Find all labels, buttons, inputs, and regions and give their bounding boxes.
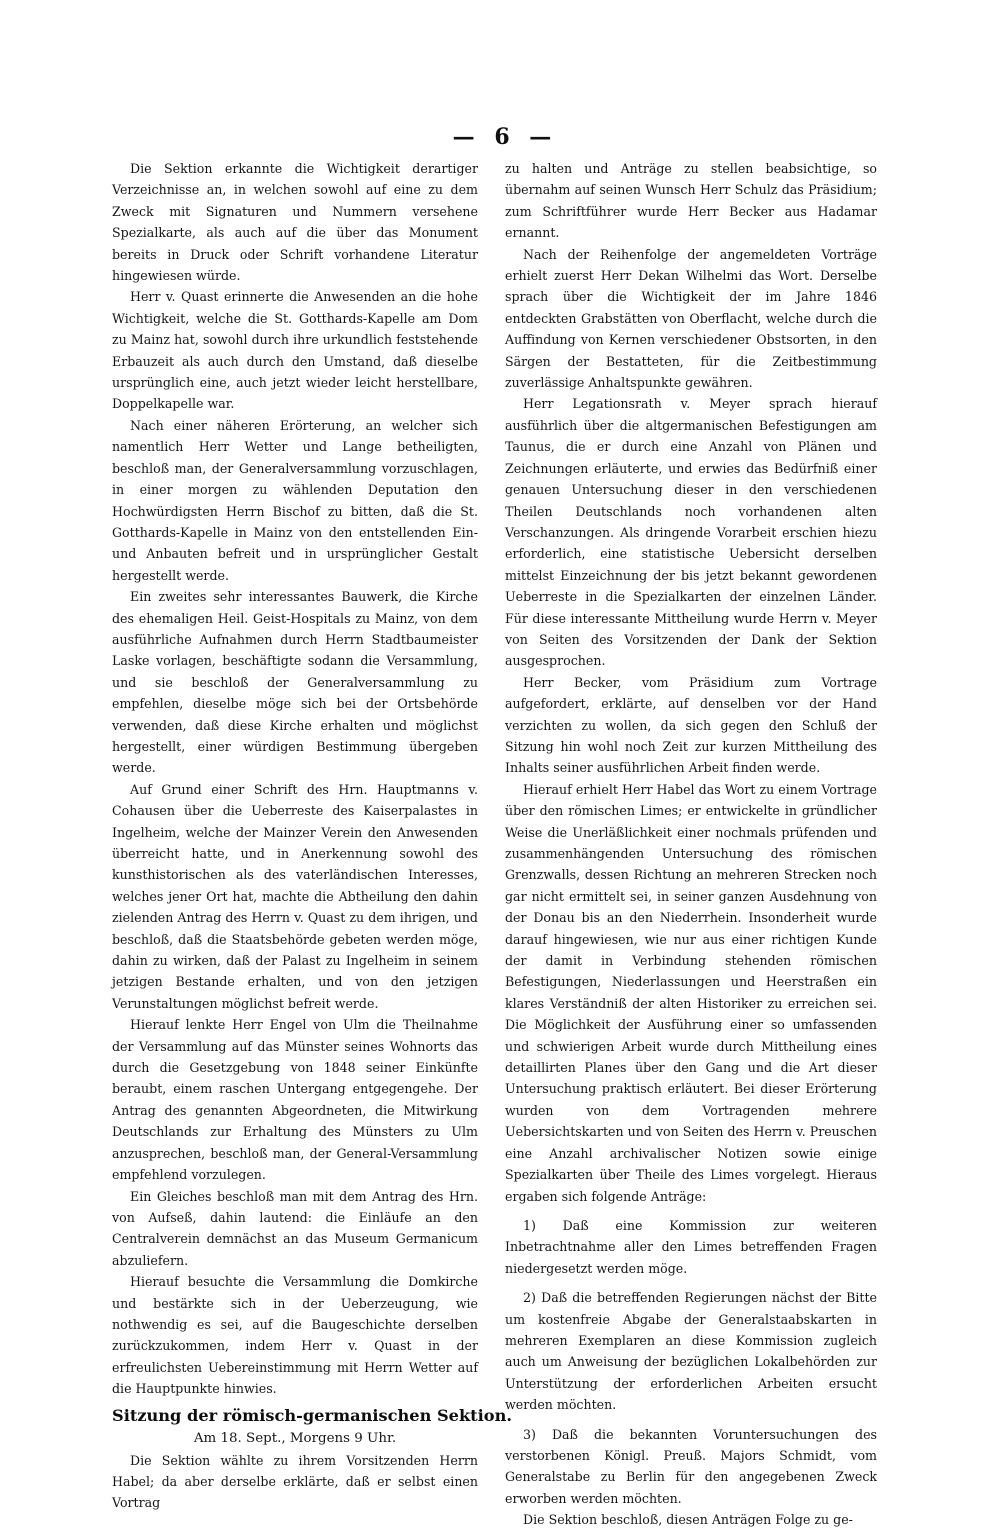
- paragraph: Herr v. Quast erinnerte die Anwesenden an die hohe Wichtigkeit, welche die St. Gotthards-Kapelle am Dom zu Mainz hat, sowohl durch ihre urkundlich feststehende Erbauzeit als auch durch den Umstand, daß dieselbe ursprünglich eine, auch jetzt wieder leicht herstellbare, Doppelkapelle war.: [112, 289, 478, 412]
- list-item: 1) Daß eine Kommission zur weiteren Inbetrachtnahme aller den Limes betreffenden Fragen niedergesetzt werden möge.: [505, 1217, 877, 1276]
- paragraph: Die Sektion erkannte die Wichtigkeit derartiger Verzeichnisse an, in welchen sowohl auf eine zu dem Zweck mit Signaturen und Nummern versehene Spezialkarte, als auch auf die über das Monument bereits in Druck oder Schrift vorhandene Literatur hingewiesen würde.: [112, 161, 478, 284]
- paragraph: Ein Gleiches beschloß man mit dem Antrag des Hrn. von Aufseß, dahin lautend: die Einläufe an den Centralverein demnächst an das Museum Germanicum abzuliefern.: [112, 1188, 478, 1268]
- paragraph: Hierauf besuchte die Versammlung die Domkirche und bestärkte sich in der Ueberzeugung, wie nothwendig es sei, auf die Baugeschichte derselben zurückzukommen, indem Herr v. Quast in der erfreulichsten Uebereinstimmung mit Herrn Wetter auf die Hauptpunkte hinwies.: [112, 1274, 478, 1397]
- paragraph: Ein zweites sehr interessantes Bauwerk, die Kirche des ehemaligen Heil. Geist-Hospitals zu Mainz, von dem ausführliche Aufnahmen durch Herrn Stadtbaumeister Laske vorlagen, beschäftigte sodann die Versammlung, und sie beschloß der Generalversammlung zu empfehlen, dieselbe möge sich bei der Ortsbehörde verwenden, daß diese Kirche erhalten und möglichst hergestellt, einer würdigen Bestimmung übergeben werde.: [112, 589, 478, 776]
- list-item: 3) Daß die bekannten Voruntersuchungen des verstorbenen Königl. Preuß. Majors Schmidt, vom Generalstabe zu Berlin für den angegebenen Zweck erworben werden möchten.: [505, 1426, 877, 1506]
- paragraph: Herr Becker, vom Präsidium zum Vortrage aufgefordert, erklärte, auf denselben vor der Hand verzichten zu wollen, da sich gegen den Schluß der Sitzung hin wohl noch Zeit zur kurzen Mittheilung des Inhalts seiner ausführlichen Arbeit finden werde.: [505, 674, 877, 776]
- paragraph: Hierauf lenkte Herr Engel von Ulm die Theilnahme der Versammlung auf das Münster seines Wohnorts das durch die Gesetzgebung von 1848 seiner Einkünfte beraubt, einem raschen Untergang entgegengehe. Der Antrag des genannten Abgeordneten, die Mitwirkung Deutschlands zur Erhaltung des Münsters zu Ulm anzusprechen, beschloß man, der General-Versammlung empfehlend vorzulegen.: [112, 1017, 478, 1183]
- section-date: Am 18. Sept., Morgens 9 Uhr.: [193, 1430, 397, 1446]
- paragraph: Nach der Reihenfolge der angemeldeten Vorträge erhielt zuerst Herr Dekan Wilhelmi das Wort. Derselbe sprach über die Wichtigkeit der im Jahre 1846 entdeckten Grabstätten von Oberflacht, welche durch die Auffindung von Kernen verschiedener Obstsorten, in den Särgen der Bestatteten, für die Zeitbestimmung zuverlässige Anhaltspunkte gewähren.: [505, 246, 877, 391]
- section-heading: Sitzung der römisch-germanischen Sektion.: [112, 1405, 513, 1425]
- paragraph: zu halten und Anträge zu stellen beabsichtige, so übernahm auf seinen Wunsch Herr Schulz das Präsidium; zum Schriftführer wurde Herr Becker aus Hadamar ernannt.: [505, 161, 877, 241]
- paragraph: Herr Legationsrath v. Meyer sprach hierauf ausführlich über die altgermanischen Befestigungen am Taunus, die er durch eine Anzahl von Plänen und Zeichnungen erläuterte, und erwies das Bedürfniß einer genauen Untersuchung dieser in den verschiedenen Theilen Deutschlands noch vorhandenen alten Verschanzungen. Als dringende Vorarbeit erschien hiezu erforderlich, eine statistische Uebersicht derselben mittelst Einzeichnung der bis jetzt bekannt gewordenen Ueberreste in die Spezialkarten der einzelnen Länder. Für diese interessante Mittheilung wurde Herrn v. Meyer von Seiten des Vorsitzenden der Dank der Sektion ausgesprochen.: [505, 396, 877, 669]
- page-number: — 6 —: [452, 124, 558, 150]
- list-item: 2) Daß die betreffenden Regierungen nächst der Bitte um kostenfreie Abgabe der Generalstaabskarten in mehreren Exemplaren an diese Kommission zugleich auch um Anweisung der bezüglichen Lokalbehörden zur Unterstützung der erforderlichen Arbeiten ersucht werden möchten.: [505, 1290, 877, 1413]
- paragraph: Auf Grund einer Schrift des Hrn. Hauptmanns v. Cohausen über die Ueberreste des Kaiserpalastes in Ingelheim, welche der Mainzer Verein den Anwesenden überreicht hatte, und in Anerkennung sowohl des kunsthistorischen als des vaterländischen Interesses, welches jener Ort hat, machte die Abtheilung den dahin zielenden Antrag des Herrn v. Quast zu dem ihrigen, und beschloß, daß die Staatsbehörde gebeten werden möge, dahin zu wirken, daß der Palast zu Ingelheim in seinem jetzigen Bestande erhalten, und von den jetzigen Verunstaltungen möglichst befreit werde.: [112, 781, 478, 1011]
- left-column: [112, 158, 513, 1514]
- paragraph: Die Sektion wählte zu ihrem Vorsitzenden Herrn Habel; da aber derselbe erklärte, daß er selbst einen Vortrag: [112, 1452, 478, 1511]
- paragraph: Die Sektion beschloß, diesen Anträgen Folge zu ge-: [523, 1512, 853, 1528]
- paragraph: Hierauf erhielt Herr Habel das Wort zu einem Vortrage über den römischen Limes; er entwickelte in gründlicher Weise die Unerläßlichkeit einer nochmals prüfenden und zusammenhängenden Untersuchung des römischen Grenzwalls, dessen Richtung an mehreren Strecken noch gar nicht ermittelt sei, in seiner ganzen Ausdehnung von der Donau bis an den Niederrhein. Insonderheit wurde darauf hingewiesen, wie nur aus einer richtigen Kunde der damit in Verbindung stehenden römischen Befestigungen, Niederlassungen und Heerstraßen ein klares Verständniß der alten Historiker zu erreichen sei. Die Möglichkeit der Ausführung einer so umfassenden und schwierigen Arbeit wurde durch Mittheilung eines detaillirten Planes über den Gang und die Art dieser Untersuchung praktisch erläutert. Bei dieser Erörterung wurden von dem Vortragenden mehrere Uebersichtskarten und von Seiten des Herrn v. Preuschen eine Anzahl archivalischer Notizen sowie einige Spezialkarten über Theile des Limes vorgelegt. Hieraus ergaben sich folgende Anträge:: [505, 781, 877, 1204]
- right-column: [505, 158, 877, 1531]
- paragraph: Nach einer näheren Erörterung, an welcher sich namentlich Herr Wetter und Lange betheiligten, beschloß man, der Generalversammlung vorzuschlagen, in einer morgen zu wählenden Deputation den Hochwürdigsten Herrn Bischof zu bitten, daß die St. Gotthards-Kapelle in Mainz von den entstellenden Ein- und Anbauten befreit und in ursprünglicher Gestalt hergestellt werde.: [112, 417, 478, 583]
